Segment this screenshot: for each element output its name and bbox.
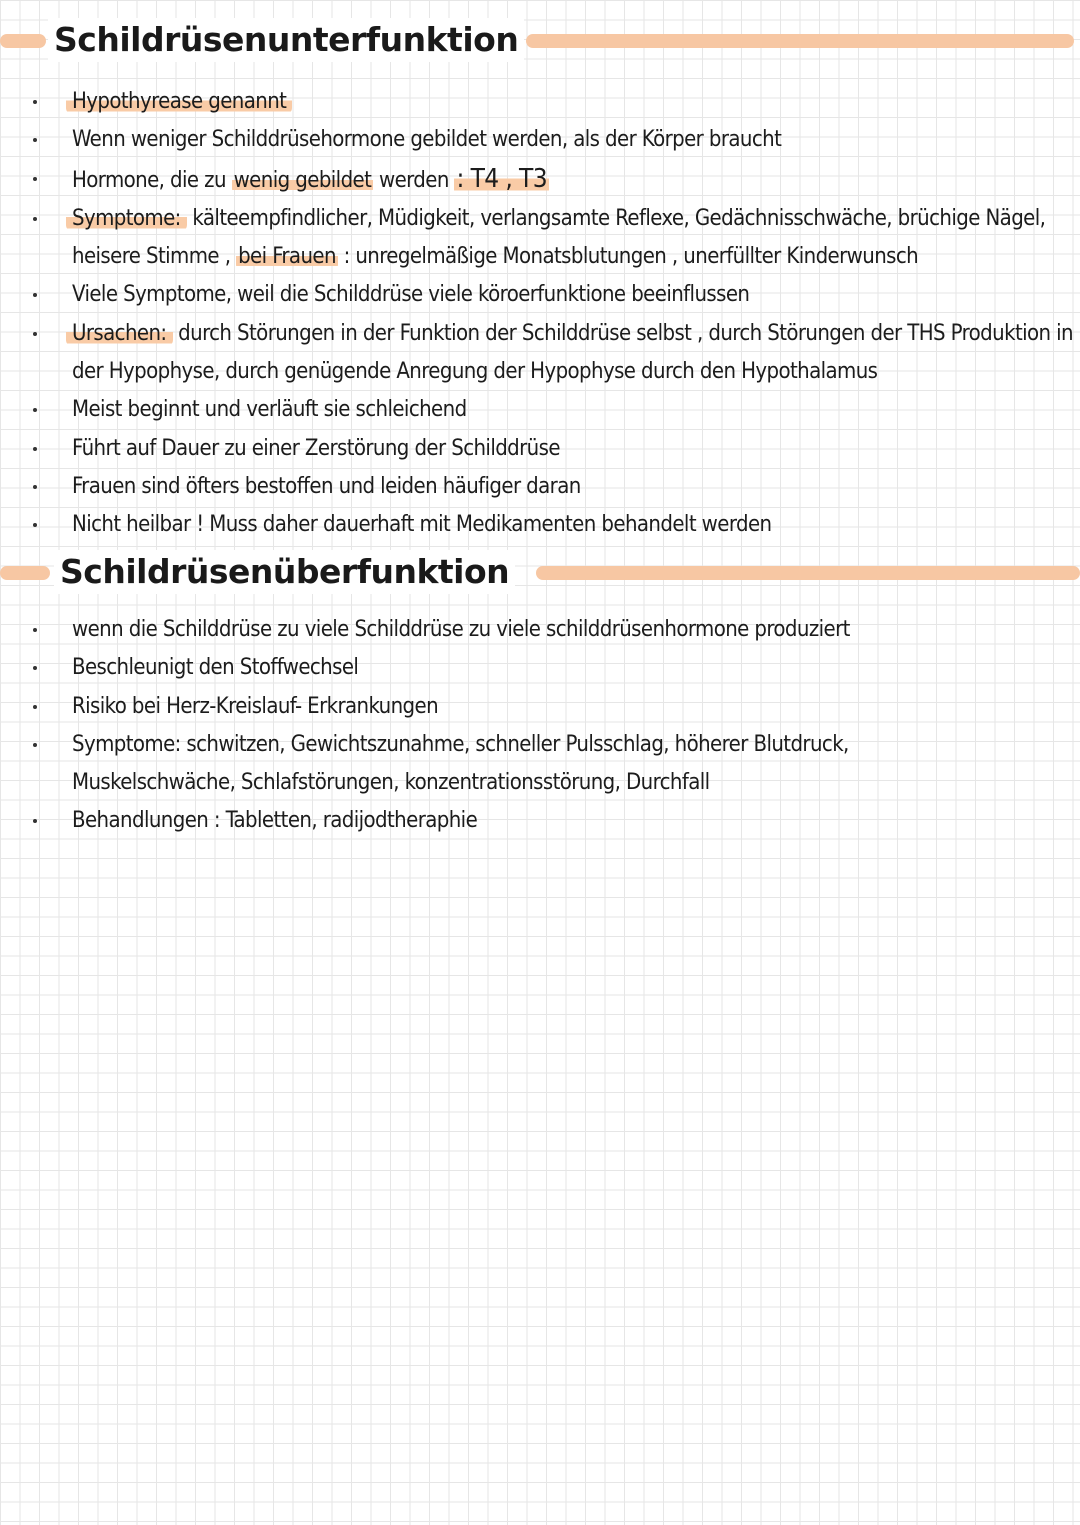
bullet-dot <box>33 485 37 489</box>
highlighted-text: Hypothyrease genannt <box>66 89 292 114</box>
list-item <box>0 430 1080 468</box>
item-text: Symptome: schwitzen, Gewichtszunahme, schneller Pulsschlag, höherer Blutdruck, <box>72 731 849 757</box>
item-text: Risiko bei Herz-Kreislauf- Erkrankungen <box>72 693 439 719</box>
list-item <box>0 160 1080 200</box>
heading-bar-left <box>0 566 50 580</box>
highlighted-text: : T4 , T3 <box>456 163 547 194</box>
bullet-dot <box>33 705 37 709</box>
item-text: Nicht heilbar ! Muss daher dauerhaft mit Medikamenten behandelt werden <box>72 512 772 538</box>
list-item <box>0 276 1080 314</box>
bullet-dot <box>33 332 37 336</box>
item-text: werden <box>373 167 455 193</box>
list-item <box>0 802 1080 840</box>
item-text: Muskelschwäche, Schlafstörungen, konzentrationsstörung, Durchfall <box>72 770 710 796</box>
bullet-dot <box>33 408 37 412</box>
list-item <box>0 611 1080 649</box>
item-text: Hormone, die zu <box>72 167 232 193</box>
section-title: Schildrüsenüberfunktion <box>54 550 515 594</box>
list-item-continuation <box>0 764 1080 802</box>
highlighted-label: Ursachen: <box>66 321 173 346</box>
item-text: Meist beginnt und verläuft sie schleichend <box>72 397 467 423</box>
bullet-dot <box>33 217 37 221</box>
bullet-dot <box>33 743 37 747</box>
item-text: : unregelmäßige Monatsblutungen , unerfüllter Kinderwunsch <box>337 244 919 270</box>
list-item <box>0 391 1080 429</box>
heading-bar-right <box>526 34 1074 48</box>
item-text: Frauen sind öfters bestoffen und leiden häufiger daran <box>72 473 581 499</box>
bullet-dot <box>33 293 37 297</box>
highlighted-text: bei Frauen <box>238 244 336 270</box>
item-text: Viele Symptome, weil die Schilddrüse viele köroerfunktione beeinflussen <box>72 282 750 308</box>
list-item <box>0 121 1080 159</box>
section-title: Schildrüsenunterfunktion <box>48 18 524 62</box>
bullet-dot <box>33 628 37 632</box>
bullet-dot <box>33 138 37 142</box>
heading-bar-left <box>0 34 46 48</box>
item-text: heisere Stimme , <box>72 244 237 270</box>
section-heading-unterfunktion <box>0 18 1080 62</box>
item-text: wenn die Schilddrüse zu viele Schilddrüse zu viele schilddrüsenhormone produziert <box>72 617 850 642</box>
list-item <box>0 726 1080 764</box>
item-text: der Hypophyse, durch genügende Anregung der Hypophyse durch den Hypothalamus <box>72 359 878 385</box>
bullet-dot <box>33 666 37 670</box>
highlighted-text: wenig gebildet <box>233 167 372 193</box>
bullet-dot <box>33 523 37 527</box>
section-list-unterfunktion <box>0 83 1080 545</box>
section-list-ueberfunktion <box>0 611 1080 841</box>
item-text: durch Störungen in der Funktion der Schilddrüse selbst , durch Störungen der THS Produktion in <box>172 320 1073 346</box>
list-item <box>0 200 1080 238</box>
item-text: Führt auf Dauer zu einer Zerstörung der Schilddrüse <box>72 435 560 461</box>
list-item <box>0 688 1080 726</box>
bullet-dot <box>33 819 37 823</box>
item-text: Wenn weniger Schilddrüsehormone gebildet werden, als der Körper braucht <box>72 127 782 153</box>
list-item <box>0 315 1080 353</box>
bullet-dot <box>33 447 37 451</box>
heading-bar-right <box>536 566 1080 580</box>
list-item <box>0 649 1080 687</box>
list-item <box>0 468 1080 506</box>
section-heading-ueberfunktion <box>0 550 1080 594</box>
list-item <box>0 83 1080 121</box>
bullet-dot <box>33 100 37 104</box>
list-item-continuation <box>0 238 1080 276</box>
list-item-continuation <box>0 353 1080 391</box>
item-text: Beschleunigt den Stoffwechsel <box>72 655 359 681</box>
bullet-dot <box>33 177 37 181</box>
highlighted-label: Symptome: <box>66 206 187 231</box>
list-item <box>0 506 1080 544</box>
item-text: kälteempfindlicher, Müdigkeit, verlangsamte Reflexe, Gedächnisschwäche, brüchige Nägel, <box>186 205 1046 231</box>
item-text: Behandlungen : Tabletten, radijodtheraphie <box>72 808 478 834</box>
